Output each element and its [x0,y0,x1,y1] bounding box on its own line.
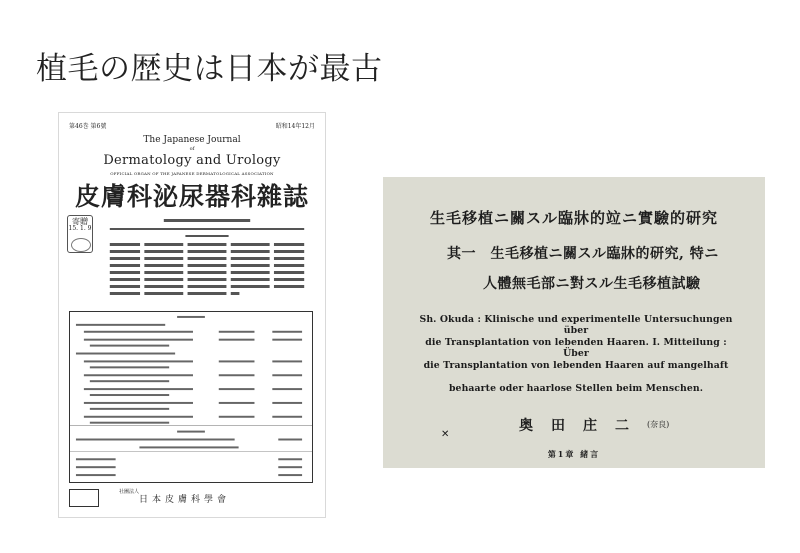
cover-footer [69,487,313,509]
cover-date: 昭和14年12月 [275,123,315,130]
paper-title-jp: 生毛移植ニ關スル臨牀的竝ニ實驗的研究 [429,209,718,227]
paper-affiliation: (奈良) [647,420,670,429]
paper-author: 奥田庄二 [519,418,647,434]
cover-header-row [69,121,315,130]
cover-volume-issue: 第46巻 第6號 [69,123,107,130]
editorial-board-texture [99,217,315,303]
receipt-stamp [67,215,93,253]
stamp-label: 寄贈 [72,217,88,226]
publisher-name: 日本皮膚科學會 [139,495,231,505]
table-of-contents-box [69,311,313,483]
publisher-seal-icon [69,489,99,507]
toc-texture [70,312,312,482]
editorial-board-block [99,217,315,303]
slide-title: 植毛の歴史は日本が最古 [36,51,383,87]
paper-english-line1: Sh. Okuda : Klinische und experimentelle Untersuchungen über [419,314,733,336]
paper-english-line2: die Transplantation von lebenden Haaren. I. Mitteilung : Über [425,337,727,359]
cover-title-jp: 皮膚科泌尿器科雜誌 [74,182,309,211]
paper-header-image [383,177,765,468]
cover-title-en-of: of [189,146,195,152]
paper-english-line4: behaarte oder haarlose Stellen beim Menschen. [448,383,704,394]
paper-part-one: 其一 生毛移植ニ關スル臨牀的研究, 特ニ [447,246,719,262]
cover-title-en-line1: The Japanese Journal [143,135,241,145]
cover-official-organ: OFFICIAL ORGAN OF THE JAPANESE DERMATOLOGICAL ASSOCIATION [110,171,274,176]
paper-english-line3: die Transplantation von lebenden Haaren auf mangelhaft [423,360,729,371]
cover-title-en-line2: Dermatology and Urology [103,153,281,168]
paper-part-one-cont: 人體無毛部ニ對スル生毛移植試驗 [483,276,701,292]
stamp-date: 15. 1. 9 [68,225,92,233]
scan-mark-icon: ✕ [441,429,450,440]
stamp-ring-icon [71,238,91,252]
paper-chapter-heading: 第1章 緒言 [547,449,601,459]
publisher-prefix: 社團法人 [119,489,140,495]
journal-cover-image [58,112,326,518]
